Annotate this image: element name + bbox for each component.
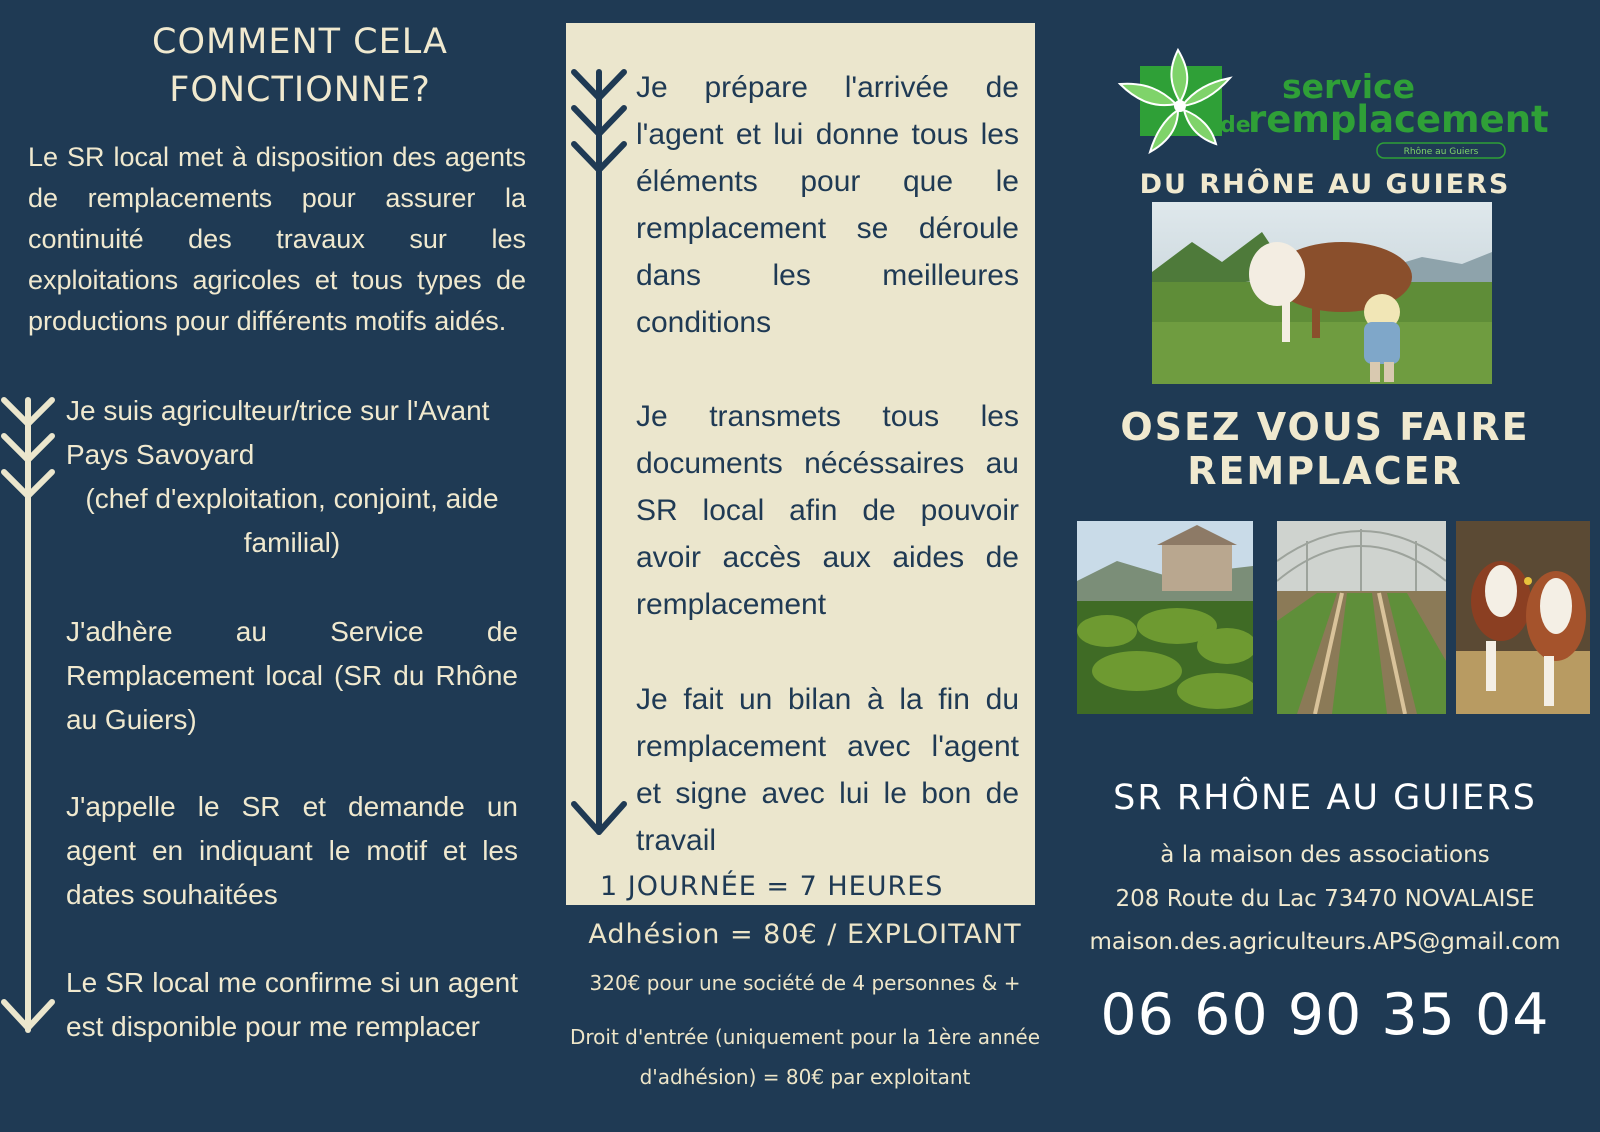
left-title: COMMENT CELA FONCTIONNE? (152, 22, 448, 110)
step-appel: J'appelle le SR et demande un agent en indiquant le motif et les dates souhaitées (66, 791, 518, 910)
step-bilan: Je fait un bilan à la fin du remplacement avec l'agent et signe avec lui le bon de travail (636, 683, 1019, 857)
photo-vineyard (1077, 521, 1253, 714)
timeline-arrow-left (0, 390, 62, 1040)
slogan: OSEZ VOUS FAIRE REMPLACER (1120, 405, 1530, 493)
step-adhesion: J'adhère au Service de Remplacement local (SR du Rhône au Guiers) (66, 616, 518, 735)
contact-title: SR RHÔNE AU GUIERS (1113, 778, 1537, 818)
photo-calves (1456, 521, 1590, 714)
address-line-2: 208 Route du Lac 73470 NOVALAISE (1115, 886, 1535, 912)
step-confirmation: Le SR local me confirme si un agent est disponible pour me remplacer (66, 967, 518, 1042)
logo-sub: Rhône au Guiers (1403, 147, 1479, 157)
logo (1090, 40, 1560, 170)
step-agriculteur-detail: (chef d'exploitation, conjoint, aide familial) (85, 483, 499, 558)
photo-greenhouse (1277, 521, 1446, 714)
address-line-1: à la maison des associations (1160, 842, 1490, 868)
adhesion-price: Adhésion = 80€ / EXPLOITANT (588, 919, 1022, 950)
timeline-arrow-middle (568, 62, 630, 840)
subtitle: DU RHÔNE AU GUIERS (1139, 169, 1511, 200)
intro-paragraph: Le SR local met à disposition des agents de remplacements pour assurer la continuité des travaux sur les exploitations agricoles et tous types de productions pour différents motifs aidés. (28, 142, 526, 336)
step-agriculteur (66, 389, 518, 565)
logo-word-remplacement: remplacement (1248, 98, 1549, 141)
societe-price: 320€ pour une société de 4 personnes & + (589, 971, 1021, 995)
email-link[interactable]: maison.des.agriculteurs.APS@gmail.com (1089, 929, 1561, 955)
journee-note: 1 JOURNÉE = 7 HEURES (600, 871, 944, 902)
logo-word-de: de (1220, 113, 1251, 138)
photo-cow-child (1152, 202, 1492, 384)
droit-entree: Droit d'entrée (uniquement pour la 1ère année d'adhésion) = 80€ par exploitant (569, 1025, 1041, 1089)
step-documents: Je transmets tous les documents nécéssaires au SR local afin de pouvoir avoir accès aux aides de remplacement (636, 400, 1019, 621)
phone-number[interactable]: 06 60 90 35 04 (1100, 982, 1550, 1048)
step-preparation: Je prépare l'arrivée de l'agent et lui donne tous les éléments pour que le remplacement se déroule dans les meilleures conditions (636, 71, 1019, 339)
step-agriculteur-text: Je suis agriculteur/trice sur l'Avant Pays Savoyard (66, 395, 490, 470)
logo-word-service: service (1282, 67, 1416, 106)
